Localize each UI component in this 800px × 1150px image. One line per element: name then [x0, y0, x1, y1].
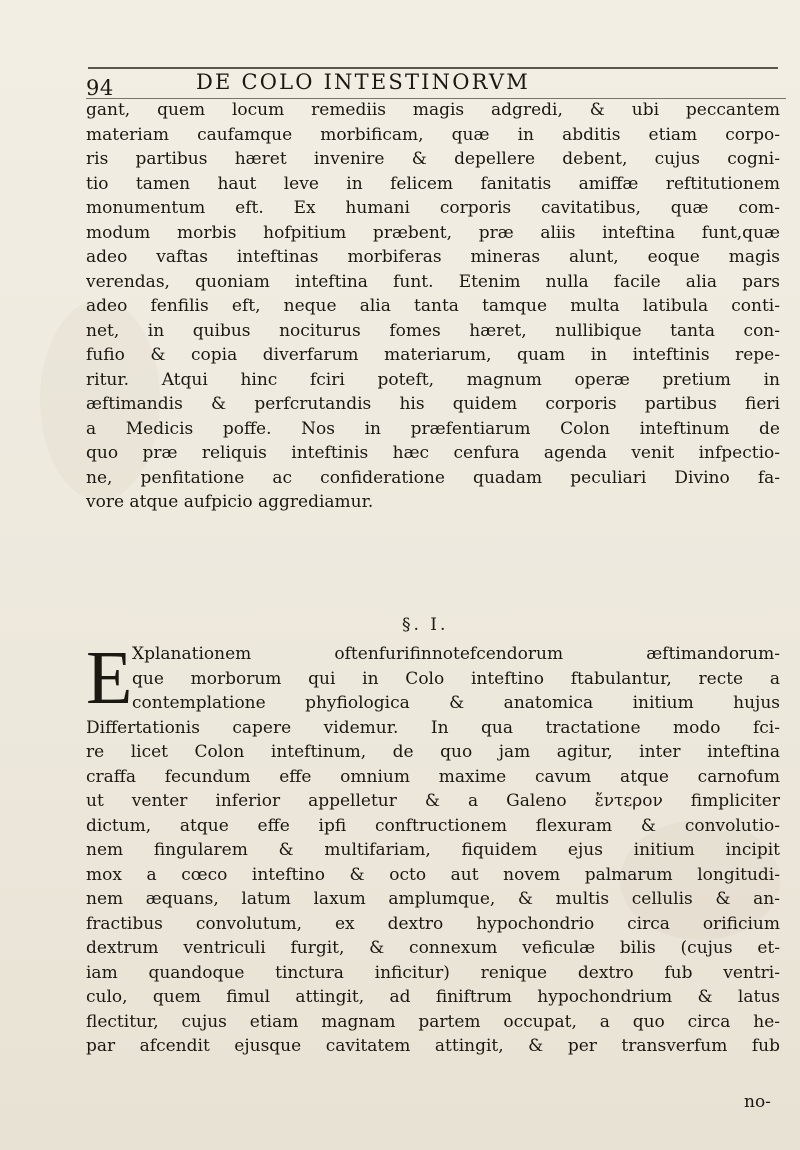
- running-head: DE COLO INTESTINORVM: [196, 70, 530, 94]
- catchword: no-: [744, 1092, 771, 1112]
- text-line: adeo vaftas inteftinas morbiferas mineras alunt, eoque magis: [86, 247, 780, 267]
- text-line: culo, quem fimul attingit, ad finiftrum hypochondrium & latus: [86, 987, 780, 1007]
- text-line: tio tamen haut leve in felicem fanitatis amiffæ reftitutionem: [86, 173, 780, 194]
- text-line: æftimandis & perfcrutandis his quidem corporis partibus fieri: [86, 394, 780, 414]
- text-line: net, in quibus nociturus fomes hæret, nullibique tanta con-: [86, 320, 780, 341]
- text-line: fufio & copia diverfarum materiarum, quam in inteftinis repe-: [86, 345, 780, 365]
- text-line: flectitur, cujus etiam magnam partem occupat, a quo circa he-: [86, 1011, 780, 1032]
- text-line: a Medicis poffe. Nos in præfentiarum Colon inteftinum de: [86, 418, 780, 439]
- text-line: Xplanationem oftenfurifinnotefcendorum æftimandorum-: [132, 644, 780, 664]
- text-line: ne, penfitatione ac confideratione quadam peculiari Divino fa-: [86, 467, 780, 488]
- text-line: Differtationis capere videmur. In qua tractatione modo fci-: [86, 717, 780, 738]
- section-paragraph: [86, 636, 780, 1059]
- text-line: ut venter inferior appelletur & a Galeno ἔντερον fimpliciter: [86, 791, 780, 811]
- text-line: materiam caufamque morbificam, quæ in abditis etiam corpo-: [86, 124, 780, 145]
- text-line: nem fingularem & multifariam, fiquidem ejus initium incipit: [86, 840, 780, 860]
- text-line: mox a cœco inteftino & octo aut novem palmarum longitudi-: [86, 864, 780, 885]
- text-line: ris partibus hæret invenire & depellere debent, cujus cogni-: [86, 149, 780, 169]
- text-line: adeo fenfilis eft, neque alia tanta tamque multa latibula conti-: [86, 296, 780, 316]
- page-number: 94: [86, 76, 114, 100]
- text-line: fractibus convolutum, ex dextro hypochondrio circa orificium: [86, 913, 780, 934]
- text-line: vore atque aufpicio aggrediamur.: [86, 492, 374, 512]
- text-line: iam quandoque tinctura inficitur) renique dextro fub ventri-: [86, 962, 780, 983]
- text-line: nem æquans, latum laxum amplumque, & multis cellulis & an-: [86, 889, 780, 909]
- text-line: re licet Colon inteftinum, de quo jam agitur, inter inteftina: [86, 742, 780, 762]
- text-line: monumentum eft. Ex humani corporis cavitatibus, quæ com-: [86, 198, 780, 218]
- section-heading: §. I.: [402, 615, 449, 635]
- text-line: dictum, atque effe ipfi conftructionem flexuram & convolutio-: [86, 815, 780, 836]
- text-line: modum morbis hofpitium præbent, præ aliis inteftina funt,quæ: [86, 222, 780, 243]
- drop-cap: E: [86, 636, 133, 720]
- text-line: que morborum qui in Colo inteftino ftabulantur, recte a: [132, 668, 780, 689]
- text-line: verendas, quoniam inteftina funt. Etenim nulla facile alia pars: [86, 271, 780, 292]
- page-header: [86, 68, 786, 99]
- text-line: craffa fecundum effe omnium maxime cavum atque carnofum: [86, 766, 780, 787]
- text-line: ritur. Atqui hinc fciri poteft, magnum operæ pretium in: [86, 369, 780, 390]
- text-line: quo præ reliquis inteftinis hæc cenfura agenda venit infpectio-: [86, 443, 780, 463]
- text-line: contemplatione phyfiologica & anatomica initium hujus: [132, 693, 780, 713]
- text-line: dextrum ventriculi furgit, & connexum veficulæ bilis (cujus et-: [86, 938, 780, 958]
- intro-paragraph: [86, 98, 780, 515]
- text-line: gant, quem locum remediis magis adgredi, & ubi peccantem: [86, 100, 780, 120]
- text-line: par afcendit ejusque cavitatem attingit, & per transverfum fub: [86, 1036, 780, 1056]
